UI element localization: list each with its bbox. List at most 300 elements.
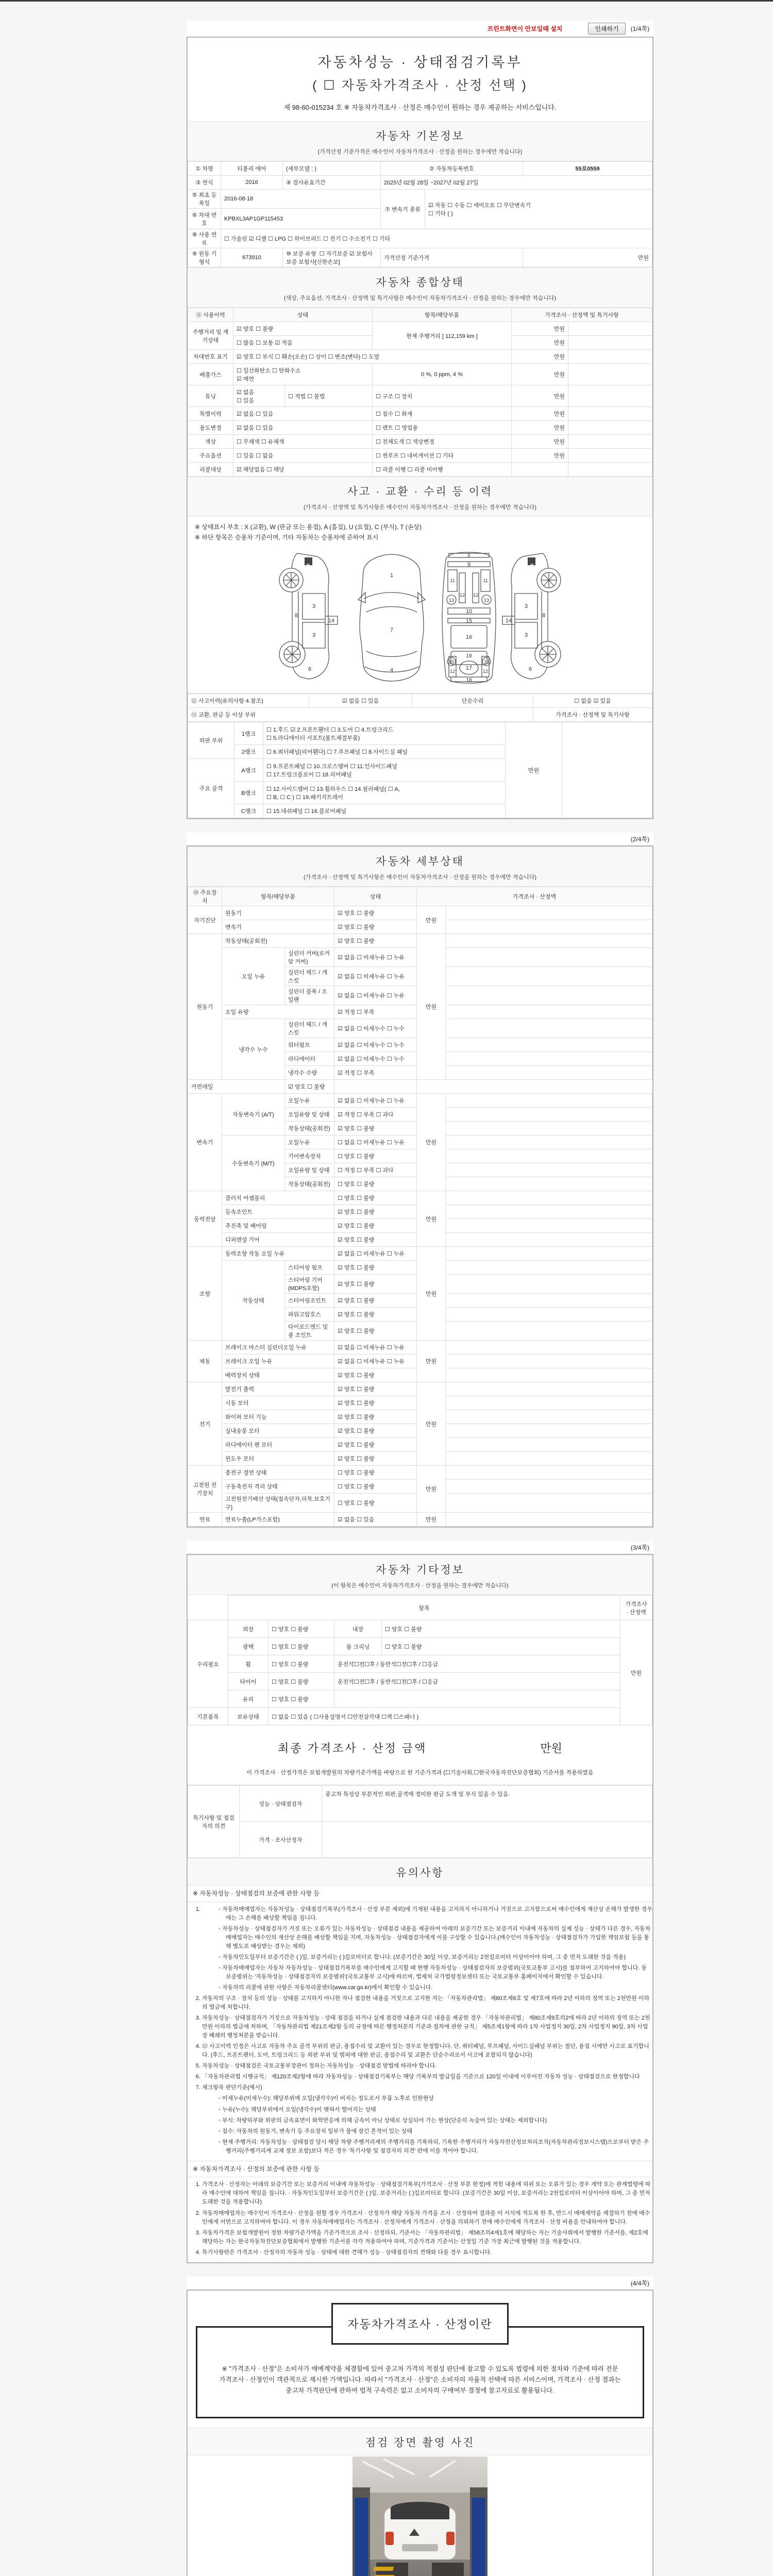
svg-text:4: 4 (390, 667, 394, 673)
note-cell (334, 1080, 417, 1094)
note-cell (446, 920, 652, 934)
note-cell (446, 1219, 652, 1233)
item-label: 클러치 어셈블리 (222, 1191, 334, 1205)
row-accident-label: ⑫ 사고이력(유의사항 4.참조) (188, 694, 309, 708)
item-label: 작동상태(공회전) (222, 934, 334, 948)
item-label: 발전기 출력 (222, 1382, 334, 1396)
caution-2: 2. 자동차의 구조 · 장치 등의 성능 · 상태를 고지하지 아니한 자나 점검한 내용을 거짓으로 고지한 자는 「자동차관리법」 제80조제6호 및 제7호에 따라 2년 이하의 징역 또는 2천만원 이하의 벌금에 처합니다. (202, 1994, 652, 2012)
row-mileage-state2[interactable]: ☐ 많음 ☐ 보통 ☑ 적음 (233, 336, 373, 350)
svg-text:10: 10 (465, 608, 473, 615)
row-emission-label: 배출가스 (188, 364, 233, 385)
inspection-document (187, 21, 653, 2576)
page-indicator-3: (3/4쪽) (630, 1544, 649, 1551)
item-state[interactable]: ☐ 적정 ☐ 부족 ☐ 과다 (334, 1163, 417, 1177)
row-emission-value: 0 %, 0 ppm, 4 % (373, 364, 512, 385)
row-emission-state[interactable] (233, 364, 373, 385)
row-mileage-won1: 만원 (512, 322, 568, 336)
grp-won: 만원 (417, 1341, 446, 1382)
row-special-won: 만원 (512, 407, 568, 421)
item-state[interactable]: ☑ 적정 ☐ 부족 (334, 1005, 417, 1019)
note-cell (446, 1177, 652, 1191)
svg-text:7: 7 (390, 627, 394, 633)
col-price-note: 가격조사 · 산정액 및 특기사항 (512, 308, 652, 322)
warranty-cell[interactable] (283, 248, 381, 267)
rankB-line1[interactable]: ☐ 12.사이드멤버 ☐ 13.휠하우스 ☐ 14.필러패널( ☐ A, (266, 786, 400, 792)
item-state[interactable]: ☑ 없음 ☐ 미세누수 ☐ 누수 (334, 1019, 417, 1038)
row-vin-won: 만원 (512, 350, 568, 364)
page2-panel (187, 845, 653, 1528)
value-warranty[interactable]: ☐ 자기보증 ☑ 보험사보증 보험사[신한손보] (286, 251, 373, 265)
frame-group: 주요 골격 (188, 759, 234, 818)
note-cell (446, 986, 652, 1005)
document-title: 자동차성능 · 상태점검기록부 (317, 55, 523, 70)
svg-text:3: 3 (524, 603, 528, 609)
section-overall-title: 자동차 종합상태 (376, 277, 464, 289)
grp-won: 만원 (417, 906, 446, 934)
svg-text:1: 1 (390, 572, 394, 579)
item-label: 기어변속장치 (285, 1149, 334, 1163)
item-label: 변속기 (222, 920, 334, 934)
page1-panel (187, 37, 653, 819)
note-cell (446, 1066, 652, 1080)
item-label: 워터펌프 (285, 1038, 334, 1052)
item-label: 추진축 및 베어링 (222, 1219, 334, 1233)
caution-1a: ◦ 1. 자동차매매업자는 자동차성능 · 상태점검기록부(가격조사 · 산정 부분 제외)에 기재된 내용을 고지하지 아니하거나 거짓으로 고지함으로써 매수인에게 재산상 손해가 발생한 경우에는 그 손해를 배상할 책임을 집니다. (226, 1905, 652, 1923)
note-cell (446, 934, 652, 948)
svg-text:18: 18 (466, 677, 472, 683)
final-price-basis[interactable]: 이 가격조사 · 산정가격은 보험개발원의 차량기준가액을 바탕으로 한 기준가격과 (☐기술사회,☐한국자동차진단보증협회) 기준서를 적용하였음 (188, 1761, 652, 1785)
item-state[interactable]: ☑ 없음 ☐ 미세누수 ☐ 누수 (334, 1052, 417, 1066)
item-label: 실내송풍 모터 (222, 1424, 334, 1438)
print-button[interactable]: 인쇄하기 (588, 23, 625, 35)
state-exterior[interactable]: ☐ 양호 ☐ 불량 (268, 1620, 334, 1638)
sub-oil-leak: 오일 누유 (222, 948, 285, 1005)
item-state[interactable]: ☑ 양호 ☐ 불량 (334, 1233, 417, 1247)
page3-panel (187, 1554, 653, 2263)
emission-opts2[interactable]: ☑ 매연 (237, 376, 255, 382)
grp-steering: 조향 (188, 1247, 222, 1341)
top-spacer (0, 2, 773, 21)
state-tire-positions[interactable]: 운전석☐전☐후 / 동반석☐전☐후 / ☐응급 (334, 1673, 620, 1690)
detail-col-item: 항목/해당부품 (222, 887, 334, 906)
opinion-appraiser-label: 가격 · 조사산정자 (240, 1822, 322, 1858)
section-basic-info (188, 121, 652, 161)
item-label: 실린더 헤드 / 개스킷 (285, 967, 334, 986)
emission-opts1[interactable]: ☐ 일산화탄소 ☐ 탄화수소 (237, 367, 301, 374)
overall-condition-table (188, 308, 652, 477)
svg-text:13: 13 (448, 659, 455, 665)
item-state[interactable]: ☑ 양호 ☐ 불량 (334, 1294, 417, 1308)
item-state[interactable]: ☑ 양호 ☐ 불량 (334, 1261, 417, 1275)
opinion-label: 특기사항 및 점검자의 의견 (188, 1786, 240, 1858)
item-label: 작동상태(공회전) (285, 1177, 334, 1191)
rankC-label: C랭크 (234, 804, 263, 818)
rankA-items[interactable] (263, 759, 506, 782)
item-state[interactable]: ☑ 없음 ☐ 미세누유 ☐ 누유 (334, 1354, 417, 1368)
note-cell (446, 1233, 652, 1247)
svg-text:19: 19 (466, 653, 472, 659)
grp-won: 만원 (417, 1247, 446, 1341)
note-cell (446, 1052, 652, 1066)
row-exchange-label: ⑬ 교환, 판금 등 이상 부위 (188, 708, 533, 722)
page-indicator-1: (1/4쪽) (630, 25, 649, 32)
rankB-items[interactable] (263, 782, 506, 804)
accident-notes (188, 517, 652, 547)
row-mileage-state1[interactable]: ☑ 양호 ☐ 불량 (233, 322, 373, 336)
item-state[interactable]: ☑ 양호 ☐ 불량 (334, 906, 417, 920)
page4-panel (187, 2290, 653, 2576)
document-number-line: 제 98-60-015234 호 ※ 자동차가격조사 · 산정은 매수인이 원하는 경우 제공하는 서비스입니다. (283, 104, 557, 111)
state-wheel[interactable]: ☐ 양호 ☐ 불량 (268, 1655, 334, 1673)
item-state[interactable]: ☑ 양호 ☐ 불량 (334, 920, 417, 934)
row-color-label: 색상 (188, 435, 233, 449)
item-state[interactable]: ☑ 양호 ☐ 불량 (334, 934, 417, 948)
caution-4: 4. ⑫ 사고이력 인정은 사고로 자동차 주요 골격 부위의 판금, 용접수리 및 교환이 있는 경우로 한정합니다. 단, 쿼터패널, 루프패널, 사이드실패널 부위는 절단, 용접 시에만 사고로 표기합니다. (후드, 프론트펜더, 도어, 트렁크리드 등 외판 부위 및 범퍼에 대한 판금, 용접수리 및 교환은 단순수리로서 사고에 포함되지 않습니다) (202, 2042, 652, 2060)
price-explain-title: 자동차가격조사 · 산정이란 (331, 2303, 509, 2345)
item-label: 타이로드엔드 및 볼 조인트 (285, 1321, 334, 1341)
item-label: 브레이크 오일 누유 (222, 1354, 334, 1368)
item-state[interactable]: ☑ 양호 ☐ 불량 (334, 1368, 417, 1382)
item-state[interactable]: ☑ 양호 ☐ 불량 (334, 1410, 417, 1424)
note-cell (446, 1149, 652, 1163)
section-caution (188, 1858, 652, 1886)
row-usechange-state[interactable]: ☑ 없음 ☐ 있음 (233, 421, 373, 435)
note-cell (446, 1005, 652, 1019)
etc-won: 만원 (620, 1620, 652, 1725)
row-vin-state[interactable]: ☑ 양호 ☐ 부식 ☐ 훼손(오손) ☐ 상이 ☐ 변조(변타) ☐ 도말 (233, 350, 512, 364)
diagram-right-side-view (502, 553, 561, 679)
rankC-items[interactable]: ☐ 15.대쉬패널 ☐ 16.플로어패널 (263, 804, 506, 818)
row-usechange-won: 만원 (512, 421, 568, 435)
item-label: 오일누유 (285, 1094, 334, 1108)
state-polish[interactable]: ☐ 양호 ☐ 불량 (268, 1638, 334, 1655)
state-possession[interactable]: ☐ 없음 ☐ 있음 ( ☐사용설명서 ☐안전삼각대 ☐잭 ☐스패너 ) (268, 1708, 620, 1725)
value-submodel: (세부모델 : ) (283, 162, 381, 176)
transmission-options[interactable]: ☑ 자동 ☐ 수동 ☐ 세미오토 ☐ 무단변속기 (428, 202, 531, 209)
note-cell (446, 1308, 652, 1321)
item-label: 파워고압호스 (285, 1308, 334, 1321)
row-color-items[interactable]: ☐ 전체도색 ☐ 색상변경 (373, 435, 512, 449)
item-state[interactable]: ☑ 없음 ☐ 미세누수 ☐ 누수 (334, 1038, 417, 1052)
detail-col-price: 가격조사 · 산정액 (417, 887, 652, 906)
row-mileage-note1 (568, 322, 652, 336)
state-glass-extra (334, 1690, 620, 1708)
grp-transmission: 변속기 (188, 1094, 222, 1191)
caution-7-title: 체크항목 판단기준(예시) (202, 2084, 262, 2091)
item-state[interactable]: ☑ 양호 ☐ 불량 (334, 1275, 417, 1294)
row-vin-label: 차대번호 표기 (188, 350, 233, 364)
rankA-line2[interactable]: ☐ 17.트렁크플로어 ☐ 18.리어패널 (266, 771, 352, 778)
item-state[interactable]: ☐ 없음 ☐ 미세누유 ☐ 누유 (334, 1136, 417, 1149)
item-state[interactable]: ☐ 양호 ☐ 불량 (334, 1191, 417, 1205)
note-cell (446, 1410, 652, 1424)
item-label: 라디에이터 (285, 1052, 334, 1066)
svg-text:14: 14 (328, 618, 335, 624)
item-state[interactable]: ☑ 양호 ☐ 불량 (334, 1396, 417, 1410)
svg-text:13: 13 (483, 598, 490, 603)
value-transmission[interactable] (425, 190, 652, 229)
grp-repair-needed: 수리필요 (188, 1620, 228, 1708)
item-label: 실린더 커버(로커암 커버) (285, 948, 334, 967)
item-label: 충전구 절연 상태 (222, 1466, 334, 1480)
item-polish: 광택 (228, 1638, 268, 1655)
svg-text:5: 5 (467, 553, 470, 558)
tuning-yes[interactable]: ☐ 있음 (237, 397, 255, 404)
label-transmission: ⑦ 변속기 종류 (381, 190, 425, 229)
opinion-inspector-text: 중고차 특성상 부분적인 외판,골격에 경미한 판금 도색 및 부식 있을 수 있음. (322, 1786, 652, 1822)
rank1-line2[interactable]: ☐ 5.라디에이터 서포트(볼트체결부품) (266, 735, 360, 741)
row-tuning-state[interactable] (233, 385, 285, 407)
label-reg-number: ② 자동차등록번호 (381, 162, 523, 176)
rank2-items[interactable]: ☐ 6.쿼터패널(리어휀다) ☐ 7.루프패널 ☐ 8.사이드실 패널 (263, 745, 506, 759)
state-tire[interactable]: ☐ 양호 ☐ 불량 (268, 1673, 334, 1690)
price-caution-4: 4. 특기사항란은 가격조사 · 산정자의 자동차 성능 · 상태에 대한 견해가 성능 · 상태점검자의 견해와 다를 경우 표시합니다. (202, 2248, 652, 2257)
row-simple-repair-label: 단순수리 (412, 694, 533, 708)
row-accident-state[interactable]: ☑ 없음 ☐ 있음 (309, 694, 412, 708)
item-state[interactable]: ☑ 양호 ☐ 불량 (334, 1308, 417, 1321)
col-item-part: 항목/해당부품 (373, 308, 512, 322)
row-tuning-won: 만원 (512, 385, 568, 407)
item-state[interactable]: ☐ 양호 ☐ 불량 (334, 1480, 417, 1494)
item-label: 오일 유량 (222, 1005, 334, 1019)
state-glass[interactable]: ☐ 양호 ☐ 불량 (268, 1690, 334, 1708)
page-gap-3 (187, 2263, 653, 2277)
car-damage-diagram (276, 550, 564, 685)
photo-rear-row (188, 2455, 652, 2576)
svg-text:11: 11 (483, 578, 488, 583)
value-year: 2016 (221, 176, 283, 190)
note-cell (446, 1261, 652, 1275)
car-diagram-area (188, 547, 652, 693)
item-label: 냉각수 수량 (285, 1066, 334, 1080)
svg-text:13: 13 (448, 598, 455, 603)
section-photos (188, 2428, 652, 2455)
value-car-name: 티볼리 에어 (221, 162, 283, 176)
section-overall (188, 267, 652, 308)
svg-text:12: 12 (459, 592, 465, 598)
section-detail (188, 846, 652, 887)
final-price-row (188, 1725, 652, 1761)
svg-text:12: 12 (473, 592, 479, 598)
row-usechange-items[interactable]: ☐ 렌트 ☐ 영업용 (373, 421, 512, 435)
caution-7c: ◦ 부식: 차량하부와 외판의 금속표면이 화학반응에 의해 금속이 아닌 상태로 상실되어 가는 현상(단순히 녹슬어 있는 상태는 제외합니다) (226, 2116, 652, 2125)
svg-text:15: 15 (465, 618, 473, 624)
note-cell (446, 1368, 652, 1382)
svg-text:3: 3 (312, 632, 316, 638)
row-special-note (568, 407, 652, 421)
row-emission-won: 만원 (512, 364, 568, 385)
item-state[interactable]: ☑ 양호 ☐ 불량 (334, 1122, 417, 1136)
svg-text:11: 11 (450, 578, 455, 583)
label-fuel: ⑧ 사용 연료 (188, 229, 221, 248)
item-state[interactable]: ☐ 양호 ☐ 불량 (334, 1494, 417, 1513)
rankB-line2[interactable]: ☐ B, ☐ C ) ☐ 19.패키지트레이 (266, 794, 343, 801)
note-cell (446, 1205, 652, 1219)
detail-condition-table (188, 887, 652, 1527)
detail-col-device: ⑭ 주요장치 (188, 887, 222, 906)
row-vin-note (568, 350, 652, 364)
note-cell (446, 1513, 652, 1527)
row-tuning-mid[interactable]: ☐ 적법 ☐ 불법 (285, 385, 373, 407)
document-subtitle-checkbox[interactable]: ( ☐ 자동차가격조사 · 산정 선택 ) (312, 78, 528, 93)
label-inspection-period: ④ 검사유효기간 (283, 176, 381, 190)
note-cell (446, 1321, 652, 1341)
etc-corner (188, 1596, 228, 1620)
grp-brake: 제동 (188, 1341, 222, 1382)
row-options-items[interactable]: ☐ 썬루프 ☐ 네비게이션 ☐ 기타 (373, 449, 512, 463)
item-state[interactable]: ☑ 적정 ☐ 부족 ☐ 과다 (334, 1108, 417, 1122)
row-mileage-label: 주행거리 및 계기상태 (188, 322, 233, 350)
row-usechange-note (568, 421, 652, 435)
rank1-items[interactable] (263, 722, 506, 745)
note-cell (446, 1494, 652, 1513)
item-label: 커먼레일 (188, 1080, 285, 1094)
svg-text:12: 12 (449, 669, 456, 674)
item-label: 스티어링 펌프 (285, 1261, 334, 1275)
row-color-note (568, 435, 652, 449)
svg-text:14: 14 (505, 618, 512, 624)
section-photos-title: 점검 장면 촬영 사진 (365, 2437, 475, 2449)
item-exterior: 외장 (228, 1620, 268, 1638)
row-recall-won (512, 463, 568, 477)
print-strip-page4 (187, 2277, 653, 2290)
inspection-photo-rear (352, 2456, 488, 2576)
outer-panel-group: 외판 부위 (188, 722, 234, 759)
sub-at: 자동변속기 (A/T) (222, 1094, 285, 1136)
row-special-items[interactable]: ☐ 침수 ☐ 화재 (373, 407, 512, 421)
item-state[interactable]: ☑ 없음 ☐ 미세누유 ☐ 누유 (334, 1247, 417, 1261)
rank2-label: 2랭크 (234, 745, 263, 759)
grp-powertrain: 동력전달 (188, 1191, 222, 1247)
rankA-line1[interactable]: ☐ 9.프론트패널 ☐ 10.크로스멤버 ☐ 11.인사이드패널 (266, 763, 397, 770)
panel-rank-table (188, 722, 652, 818)
value-reg-number: 55로0559 (523, 162, 652, 176)
final-price-won: 만원 (540, 1742, 562, 1755)
item-state[interactable]: ☑ 양호 ☐ 불량 (334, 1424, 417, 1438)
row-simple-repair-state[interactable]: ☐ 없음 ☑ 있음 (533, 694, 652, 708)
label-base-price: 가격산정 기준가격 (381, 248, 523, 267)
row-recall-state[interactable]: ☑ 해당없음 ☐ 해당 (233, 463, 373, 477)
svg-text:8: 8 (294, 613, 298, 619)
label-vin: ⑥ 차대 번호 (188, 209, 221, 229)
row-color-state[interactable]: ☐ 무채색 ☐ 유채색 (233, 435, 373, 449)
row-special-state[interactable]: ☑ 없음 ☐ 있음 (233, 407, 373, 421)
value-base-price-won: 만원 (523, 248, 652, 267)
rank1-line1[interactable]: ☐ 1.후드 ☑ 2.프론트휀더 ☐ 3.도어 ☐ 4.트렁크리드 (266, 726, 394, 733)
transmission-etc[interactable]: ☐ 기타 ( ) (428, 211, 453, 217)
item-state[interactable]: ☑ 없음 ☐ 미세누유 ☐ 누유 (334, 1341, 417, 1354)
item-tire: 타이어 (228, 1673, 268, 1690)
row-usechange-label: 용도변경 (188, 421, 233, 435)
item-label: 연료누출(LP가스포함) (222, 1513, 334, 1527)
grp-engine: 원동기 (188, 934, 222, 1080)
item-label: 등속조인트 (222, 1205, 334, 1219)
item-state[interactable]: ☑ 양호 ☐ 불량 (334, 1205, 417, 1219)
caution-body (188, 1886, 652, 2257)
section-accident-sub: (가격조사 · 산정액 및 특기사항은 매수인이 자동차가격조사 · 산정을 원하는 경우에만 적습니다) (303, 504, 537, 511)
item-state[interactable]: ☑ 양호 ☐ 불량 (334, 1382, 417, 1396)
accident-history-table (188, 693, 652, 722)
grp-won: 만원 (417, 1466, 446, 1513)
item-label: 동력조향 작동 오일 누유 (222, 1247, 334, 1261)
item-label: 고전원전기배선 상태(접속단자,피복,보호기구) (222, 1494, 334, 1513)
section-etc-sub: (이 항목은 매수인이 자동차가격조사 · 산정을 원하는 경우에만 적습니다) (331, 1583, 509, 1589)
note-cell (446, 1108, 652, 1122)
state-interior[interactable]: ☐ 양호 ☐ 불량 (382, 1620, 620, 1638)
row-tuning-right[interactable]: ☐ 구조 ☐ 장치 (373, 385, 512, 407)
final-price-label: 최종 가격조사 · 산정 금액 (278, 1742, 427, 1755)
item-state[interactable]: ☐ 양호 ☐ 불량 (334, 1466, 417, 1480)
caution-1e: ◦ 자동차의 리콜에 관한 사항은 자동차리콜센터(www.car.go.kr)에서 확인할 수 있습니다. (226, 1984, 652, 1992)
state-roomcleaning[interactable]: ☐ 양호 ☐ 불량 (382, 1638, 620, 1655)
state-wheel-positions[interactable]: 운전석☐전☐후 / 동반석☐전☐후 / ☐응급 (334, 1655, 620, 1673)
row-recall-label: 리콜대상 (188, 463, 233, 477)
item-wheel: 휠 (228, 1655, 268, 1673)
print-strip-page2 (187, 833, 653, 845)
svg-text:9: 9 (467, 562, 471, 568)
section-basic-title: 자동차 기본정보 (376, 130, 464, 142)
caution-h2: ※ 자동차가격조사 · 산정의 보증에 관한 사항 등 (188, 2161, 652, 2178)
sub-mt: 수동변속기 (M/T) (222, 1136, 285, 1191)
row-tuning-note (568, 385, 652, 407)
note-cell (446, 1019, 652, 1038)
note-cell (446, 1382, 652, 1396)
item-state[interactable]: ☐ 양호 ☐ 불량 (334, 1177, 417, 1191)
caution-7 (202, 2083, 652, 2155)
rank-won: 만원 (506, 722, 562, 818)
item-state[interactable]: ☑ 양호 ☐ 불량 (334, 1438, 417, 1452)
item-state[interactable]: ☑ 양호 ☐ 불량 (285, 1080, 334, 1094)
item-label: 작동상태(공회전) (285, 1122, 334, 1136)
item-state[interactable]: ☑ 없음 ☐ 미세누유 ☐ 누유 (334, 948, 417, 967)
item-state[interactable]: ☑ 양호 ☐ 불량 (334, 1219, 417, 1233)
row-recall-items[interactable]: ☐ 리콜 이행 ☐ 리콜 미이행 (373, 463, 512, 477)
item-state[interactable]: ☑ 적정 ☐ 부족 (334, 1066, 417, 1080)
svg-text:6: 6 (528, 666, 532, 672)
value-fuel[interactable]: ☐ 가솔린 ☑ 디젤 ☐ LPG ☐ 하이브리드 ☐ 전기 ☐ 수소전기 ☐ 기타 (221, 229, 652, 248)
grp-won: 만원 (417, 1513, 446, 1527)
item-state[interactable]: ☑ 없음 ☐ 미세누유 ☐ 누유 (334, 986, 417, 1005)
label-engine-type: ⑨ 원동 기형식 (188, 248, 221, 267)
col-state: 상태 (233, 308, 373, 322)
svg-text:6: 6 (308, 666, 312, 672)
tuning-none[interactable]: ☑ 없음 (237, 389, 255, 396)
item-label: 실린더 블록 / 오일팬 (285, 986, 334, 1005)
section-accident (188, 477, 652, 517)
caution-1b: ◦ 자동차성능 · 상태점검자가 거짓 또는 오류가 있는 자동차성능 · 상태점검 내용을 제공하여 아래의 보증기간 또는 보증거리 이내에 자동차의 실제 성능 · 상태가 다른 경우, 자동차매매업자는 매수인의 재산상 손해를 배상할 책임을 지며, 자동차성능 · 상태점검자에게 이를 구상할 수 있습니다.(매수인이 자동차성능 · 상태점검자가 가입한 책임보험 등을 통해 별도로 배상받는 경우는 제외) (226, 1925, 652, 1951)
item-possession: 보유상태 (228, 1708, 268, 1725)
item-label: 원동기 (222, 906, 334, 920)
price-caution-1: 1. 가격조사 · 산정자는 아래의 보증기간 또는 보증거리 이내에 자동차성능 · 상태점검기록부(가격조사 · 산정 부분 한정)에 적힌 내용에 허위 또는 오류가 있는 경우 계약 또는 관계법령에 따라 매수인에 대하여 책임을 집니다. · 자동차인도일부터 보증기간은 ( )일, 보증거리는 ( )킬로미터로 합니다. (보증기간은 30일 이상, 보증거리는 2천킬로미터 이상이어야 하며, 그 중 먼저 도래한 것을 적용합니다) (202, 2180, 652, 2207)
rankA-label: A랭크 (234, 759, 263, 782)
item-state[interactable]: ☐ 양호 ☐ 불량 (334, 1149, 417, 1163)
etc-col-items: 항목 (228, 1596, 620, 1620)
item-state[interactable]: ☑ 없음 ☐ 있음 (334, 1513, 417, 1527)
item-state[interactable]: ☑ 양호 ☐ 불량 (334, 1321, 417, 1341)
row-options-note (568, 449, 652, 463)
item-state[interactable]: ☑ 양호 ☐ 불량 (334, 1452, 417, 1466)
svg-text:16: 16 (465, 634, 473, 640)
item-state[interactable]: ☑ 없음 ☐ 미세누유 ☐ 누유 (334, 967, 417, 986)
row-options-state[interactable]: ☐ 있음 ☐ 없음 (233, 449, 373, 463)
section-caution-title: 유의사항 (396, 1867, 444, 1879)
price-caution-3: 3. 자동차가격은 보험개발원이 정한 차량기준가액을 기준가격으로 조사 · 산정하되, 기준서는 「자동차관리법」 제58조의4제1호에 해당하는 자는 기술사회에서 발행한 기준서를, 제2호에 해당하는 자는 한국자동차진단보증협회에서 발행한 기준서를 각각 적용하여야 하며, 기준가격과 기준서는 산정일 기준 가장 최근에 발행된 것을 적용합니다. (202, 2229, 652, 2246)
rank1-label: 1랭크 (234, 722, 263, 745)
caution-7d: ◦ 침수: 자동차의 원동기, 변속기 등 주요장치 일부가 물에 잠긴 흔적이 있는 상태 (226, 2127, 652, 2136)
item-state[interactable]: ☑ 없음 ☐ 미세누유 ☐ 누유 (334, 1094, 417, 1108)
grp-basic-items: 기본품목 (188, 1708, 228, 1725)
caution-5: 5. 자동차성능 · 상태점검은 국토교통부장관이 정하는 자동차성능 · 상태점검 방법에 따라야 합니다. (202, 2062, 652, 2071)
